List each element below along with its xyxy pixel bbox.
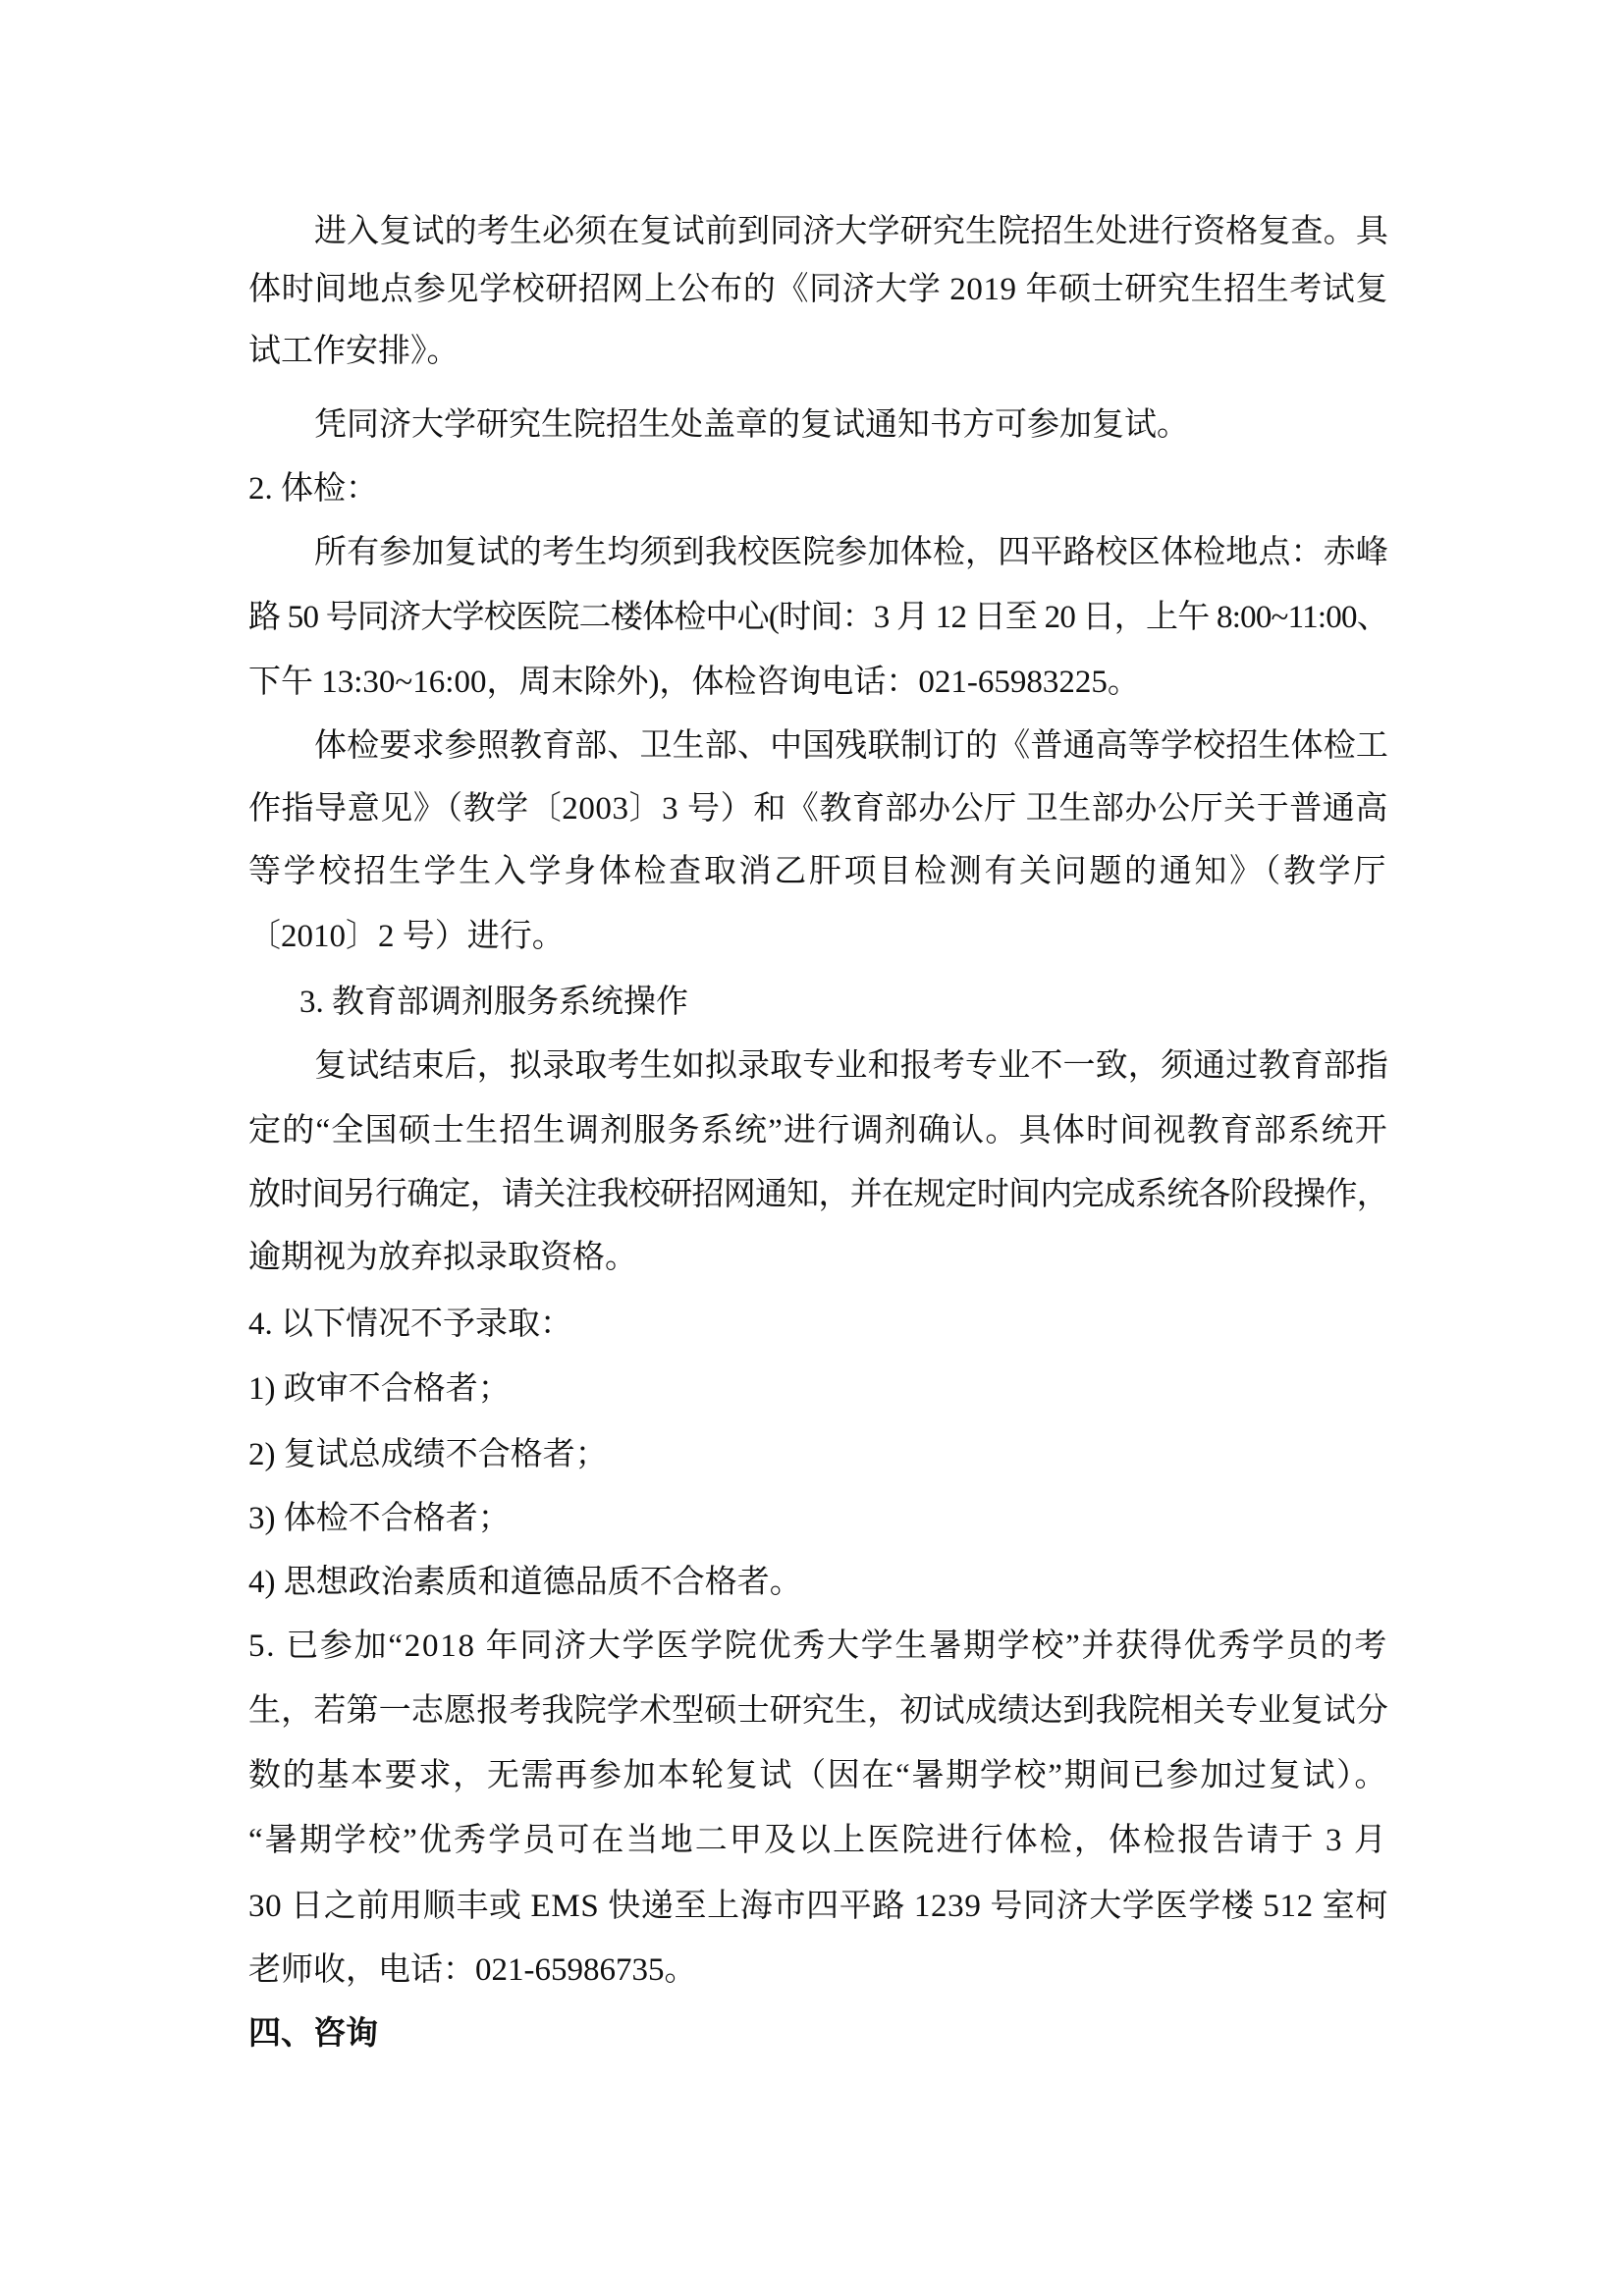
paragraph-line: 放时间另行确定，请关注我校研招网通知，并在规定时间内完成系统各阶段操作， — [248, 1177, 1388, 1212]
paragraph-line: 所有参加复试的考生均须到我校医院参加体检，四平路校区体检地点：赤峰 — [314, 535, 1389, 570]
paragraph-line: 〔2010〕2 号）进行。 — [248, 919, 565, 954]
paragraph-line: 30 日之前用顺丰或 EMS 快递至上海市四平路 1239 号同济大学医学楼 512 室柯 — [248, 1889, 1388, 1924]
paragraph-line: 老师收，电话：021-65986735。 — [248, 1952, 697, 1988]
paragraph-line: 路 50 号同济大学校医院二楼体检中心(时间：3 月 12 日至 20 日，上午 8:00~11:00、 — [248, 600, 1388, 635]
paragraph-line: 作指导意见》（教学〔2003〕3 号）和《教育部办公厅 卫生部办公厅关于普通高 — [248, 791, 1389, 827]
paragraph-line: 下午 13:30~16:00，周末除外)，体检咨询电话：021-65983225。 — [248, 665, 1140, 700]
chapter-heading: 四、咨询 — [248, 2016, 378, 2052]
paragraph-line: 试工作安排》。 — [248, 334, 460, 369]
list-item: 1) 政审不合格者； — [248, 1371, 511, 1407]
paragraph-line: 凭同济大学研究生院招生处盖章的复试通知书方可参加复试。 — [314, 407, 1189, 443]
paragraph-line: 5. 已参加“2018 年同济大学医学院优秀大学生暑期学校”并获得优秀学员的考 — [248, 1629, 1389, 1664]
paragraph-line: 等学校招生学生入学身体检查取消乙肝项目检测有关问题的通知》（教学厅 — [248, 854, 1389, 889]
paragraph-line: 体检要求参照教育部、卫生部、中国残联制订的《普通高等学校招生体检工 — [314, 728, 1389, 764]
list-item: 4) 思想政治素质和道德品质不合格者。 — [248, 1565, 802, 1600]
section-heading: 4. 以下情况不予录取： — [248, 1307, 572, 1342]
section-heading: 2. 体检： — [248, 471, 378, 507]
list-item: 2) 复试总成绩不合格者； — [248, 1437, 608, 1472]
list-item: 3) 体检不合格者； — [248, 1501, 511, 1536]
paragraph-line: 复试结束后，拟录取考生如拟录取专业和报考专业不一致，须通过教育部指 — [314, 1048, 1389, 1084]
paragraph-line: 进入复试的考生必须在复试前到同济大学研究生院招生处进行资格复查。具 — [314, 214, 1389, 249]
paragraph-line: 定的“全国硕士生招生调剂服务系统”进行调剂确认。具体时间视教育部系统开 — [248, 1113, 1388, 1148]
paragraph-line: 生，若第一志愿报考我院学术型硕士研究生，初试成绩达到我院相关专业复试分 — [248, 1693, 1388, 1729]
paragraph-line: 数的基本要求，无需再参加本轮复试（因在“暑期学校”期间已参加过复试）。 — [248, 1758, 1389, 1793]
section-heading: 3. 教育部调剂服务系统操作 — [299, 985, 688, 1020]
paragraph-line: 体时间地点参见学校研招网上公布的《同济大学 2019 年硕士研究生招生考试复 — [248, 272, 1388, 307]
paragraph-line: 逾期视为放弃拟录取资格。 — [248, 1240, 637, 1275]
paragraph-line: “暑期学校”优秀学员可在当地二甲及以上医院进行体检，体检报告请于 3 月 — [248, 1823, 1389, 1858]
